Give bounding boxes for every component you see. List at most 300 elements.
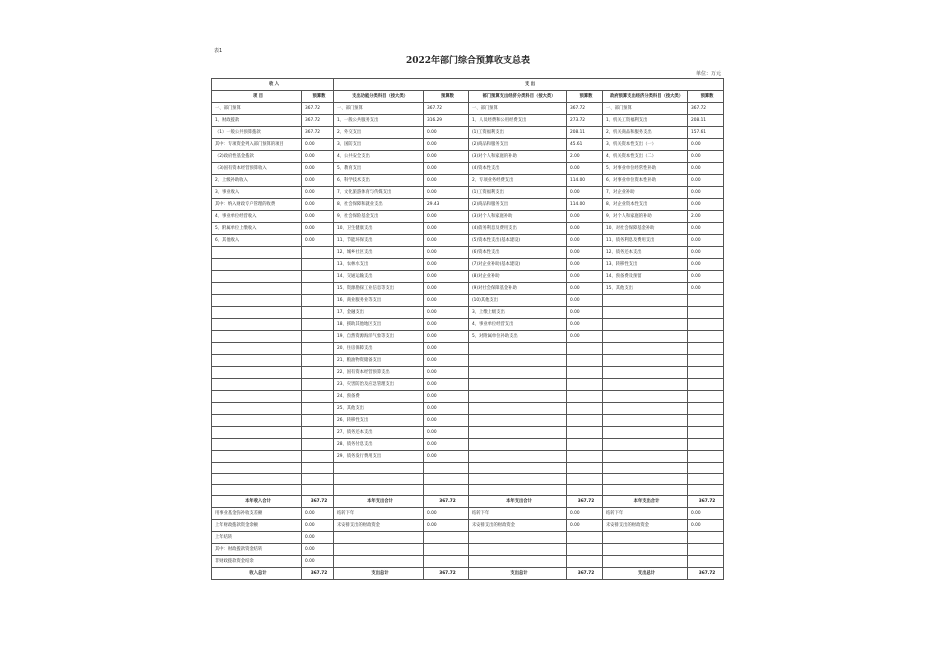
cell-amount: 0.00 <box>424 187 469 199</box>
cell-label: (6)资本性支出 <box>469 247 567 259</box>
cell-label <box>469 544 567 556</box>
cell-amount: 29.43 <box>424 199 469 211</box>
cell-amount <box>302 463 334 474</box>
cell-amount: 0.00 <box>688 175 724 187</box>
cell-label: 23、灾害防治及应急管理支出 <box>334 379 424 391</box>
cell-label <box>334 474 424 485</box>
cell-amount <box>424 474 469 485</box>
cell-label: 1、人员经费和公用经费支出 <box>469 115 567 127</box>
cell-label: 2、机关商品和服务支出 <box>603 127 688 139</box>
cell-label <box>603 427 688 439</box>
cell-label <box>212 379 302 391</box>
cell-label <box>469 367 567 379</box>
cell-label: (2)商品和服务支出 <box>469 199 567 211</box>
cell-amount: 0.00 <box>302 163 334 175</box>
column-header-row <box>212 91 724 103</box>
table-row <box>212 187 724 199</box>
cell-label: 本年收入合计 <box>212 496 302 508</box>
cell-label: 未安排支出的财政资金 <box>469 520 567 532</box>
table-row <box>212 127 724 139</box>
cell-amount: 0.00 <box>567 247 603 259</box>
cell-amount <box>688 307 724 319</box>
cell-amount: 0.00 <box>424 283 469 295</box>
cell-label: (2)商品和服务支出 <box>469 139 567 151</box>
cell-label: 28、债务付息支出 <box>334 439 424 451</box>
cell-label: 本年支出合计 <box>334 496 424 508</box>
cell-label <box>469 463 567 474</box>
cell-label <box>469 474 567 485</box>
cell-label <box>212 427 302 439</box>
cell-label <box>603 474 688 485</box>
table-row <box>212 151 724 163</box>
cell-label: 14、交通运输支出 <box>334 271 424 283</box>
budget-table <box>211 78 724 580</box>
cell-amount <box>688 451 724 463</box>
cell-amount <box>302 415 334 427</box>
cell-label <box>212 451 302 463</box>
cell-label <box>603 391 688 403</box>
cell-amount: 367.72 <box>302 127 334 139</box>
cell-amount: 0.00 <box>424 331 469 343</box>
cell-amount <box>567 355 603 367</box>
cell-label <box>603 485 688 496</box>
cell-amount: 2.00 <box>688 211 724 223</box>
cell-label: 7、对企业补助 <box>603 187 688 199</box>
cell-label: 支出总计 <box>603 568 688 580</box>
cell-label <box>603 439 688 451</box>
cell-amount: 0.00 <box>567 295 603 307</box>
table-row <box>212 463 724 474</box>
cell-amount <box>688 556 724 568</box>
cell-amount: 0.00 <box>424 235 469 247</box>
cell-label: 7、文化旅游体育与传媒支出 <box>334 187 424 199</box>
cell-amount: 0.00 <box>302 223 334 235</box>
table-row <box>212 556 724 568</box>
cell-label: 结转下年 <box>469 508 567 520</box>
cell-label <box>212 247 302 259</box>
cell-amount: 0.00 <box>424 247 469 259</box>
cell-label <box>212 415 302 427</box>
cell-label: 6、其他收入 <box>212 235 302 247</box>
cell-label <box>212 295 302 307</box>
cell-label: 4、公共安全支出 <box>334 151 424 163</box>
cell-amount: 0.00 <box>302 199 334 211</box>
cell-amount: 0.00 <box>424 163 469 175</box>
cell-amount: 0.00 <box>424 379 469 391</box>
cell-label <box>469 451 567 463</box>
cell-amount: 0.00 <box>567 235 603 247</box>
cell-amount <box>302 451 334 463</box>
cell-amount: 0.00 <box>302 556 334 568</box>
cell-label <box>334 485 424 496</box>
cell-label: 3、国防支出 <box>334 139 424 151</box>
group-header-row <box>212 79 724 91</box>
cell-label: 9、社会保险基金支出 <box>334 211 424 223</box>
table-row <box>212 271 724 283</box>
cell-amount: 367.72 <box>302 496 334 508</box>
cell-label: 4、机关资本性支出（二） <box>603 151 688 163</box>
cell-label <box>469 379 567 391</box>
cell-amount <box>424 463 469 474</box>
cell-amount: 0.00 <box>424 427 469 439</box>
cell-label <box>212 391 302 403</box>
cell-amount: 0.00 <box>302 235 334 247</box>
cell-amount <box>688 427 724 439</box>
cell-amount: 0.00 <box>567 271 603 283</box>
cell-label <box>212 331 302 343</box>
cell-label: 14、预备费及预留 <box>603 271 688 283</box>
cell-label: 一、部门预算 <box>334 103 424 115</box>
table-row <box>212 211 724 223</box>
cell-amount: 0.00 <box>424 439 469 451</box>
cell-amount: 0.00 <box>424 175 469 187</box>
cell-amount <box>302 485 334 496</box>
cell-amount: 0.00 <box>688 247 724 259</box>
cell-amount: 0.00 <box>424 319 469 331</box>
table-row <box>212 367 724 379</box>
cell-label: （3)国有资本经营预算收入 <box>212 163 302 175</box>
cell-label: 6、对事业单位资本性补助 <box>603 175 688 187</box>
cell-label: 25、其他支出 <box>334 403 424 415</box>
cell-label: (1)工资福利支出 <box>469 127 567 139</box>
cell-label: 11、债务利息及费用支出 <box>603 235 688 247</box>
cell-amount: 0.00 <box>688 223 724 235</box>
cell-amount <box>302 343 334 355</box>
cell-label: 20、住房保障支出 <box>334 343 424 355</box>
cell-label: 2、专项业务经费支出 <box>469 175 567 187</box>
income-group-header: 收 入 <box>212 79 334 91</box>
cell-amount: 0.00 <box>688 151 724 163</box>
cell-label: 19、自然资源海洋气象等支出 <box>334 331 424 343</box>
cell-amount: 367.72 <box>567 103 603 115</box>
cell-amount <box>688 485 724 496</box>
cell-label: 26、转移性支出 <box>334 415 424 427</box>
cell-label: (8)对企业补助 <box>469 271 567 283</box>
cell-amount: 0.00 <box>567 211 603 223</box>
totals-row <box>212 496 724 508</box>
cell-label <box>603 415 688 427</box>
cell-amount: 0.00 <box>424 271 469 283</box>
cell-amount: 114.00 <box>567 199 603 211</box>
cell-amount: 367.72 <box>567 496 603 508</box>
table-row <box>212 175 724 187</box>
cell-amount: 0.00 <box>688 520 724 532</box>
cell-label: (10)其他支出 <box>469 295 567 307</box>
cell-label <box>334 532 424 544</box>
cell-label: (3)对个人和家庭的补助 <box>469 151 567 163</box>
cell-label <box>469 439 567 451</box>
page-title: 2022年部门综合预算收支总表 <box>405 56 531 66</box>
cell-amount: 0.00 <box>424 343 469 355</box>
cell-amount: 0.00 <box>567 520 603 532</box>
cell-label: （2)政府性基金拨款 <box>212 151 302 163</box>
expense-group-header: 支 出 <box>334 79 724 91</box>
cell-label <box>603 319 688 331</box>
table-row <box>212 474 724 485</box>
cell-amount <box>567 463 603 474</box>
cell-label: 8、社会保障和就业支出 <box>334 199 424 211</box>
cell-amount <box>302 295 334 307</box>
cell-label: 3、事业收入 <box>212 187 302 199</box>
table-row <box>212 343 724 355</box>
cell-label <box>212 343 302 355</box>
table-row <box>212 259 724 271</box>
cell-label <box>212 307 302 319</box>
table-row <box>212 520 724 532</box>
cell-amount: 114.00 <box>567 175 603 187</box>
cell-label <box>469 415 567 427</box>
table-row <box>212 391 724 403</box>
cell-label <box>212 259 302 271</box>
cell-label <box>469 427 567 439</box>
cell-amount <box>424 532 469 544</box>
cell-amount: 0.00 <box>424 508 469 520</box>
cell-label: 未安排支出的财政资金 <box>603 520 688 532</box>
cell-label: 上年财政拨款资金余额 <box>212 520 302 532</box>
cell-amount: 0.00 <box>688 187 724 199</box>
cell-label: 9、对个人和家庭的补助 <box>603 211 688 223</box>
cell-amount <box>302 391 334 403</box>
cell-label: （1）一般公共预算拨款 <box>212 127 302 139</box>
cell-label: 结转下年 <box>603 508 688 520</box>
cell-amount: 0.00 <box>567 508 603 520</box>
cell-label: 15、其他支出 <box>603 283 688 295</box>
cell-amount: 273.72 <box>567 115 603 127</box>
cell-amount: 0.00 <box>688 271 724 283</box>
cell-label: (9)对社会保障基金补助 <box>469 283 567 295</box>
cell-amount: 0.00 <box>424 211 469 223</box>
cell-amount: 0.00 <box>302 187 334 199</box>
cell-amount: 0.00 <box>302 139 334 151</box>
cell-label <box>212 319 302 331</box>
cell-amount: 0.00 <box>424 259 469 271</box>
cell-label: 其中：专项资金列入部门预算的项目 <box>212 139 302 151</box>
cell-label <box>603 463 688 474</box>
cell-amount: 0.00 <box>424 295 469 307</box>
cell-label: 非财政拨款资金结余 <box>212 556 302 568</box>
cell-label: (1)工资福利支出 <box>469 187 567 199</box>
cell-amount <box>302 439 334 451</box>
cell-label: 10、对社会保障基金补助 <box>603 223 688 235</box>
cell-amount: 0.00 <box>567 163 603 175</box>
cell-label: 16、商业服务业等支出 <box>334 295 424 307</box>
table-row <box>212 283 724 295</box>
cell-amount: 157.61 <box>688 127 724 139</box>
cell-label: 17、金融支出 <box>334 307 424 319</box>
cell-label <box>212 367 302 379</box>
table-row <box>212 115 724 127</box>
cell-amount: 0.00 <box>302 175 334 187</box>
cell-label <box>603 331 688 343</box>
cell-label: 21、粮油物资储备支出 <box>334 355 424 367</box>
cell-label: 2、外交支出 <box>334 127 424 139</box>
table-row <box>212 427 724 439</box>
cell-label <box>334 463 424 474</box>
cell-amount: 0.00 <box>424 355 469 367</box>
cell-amount: 367.72 <box>424 103 469 115</box>
cell-amount: 0.00 <box>688 139 724 151</box>
header-amount: 预算数 <box>688 91 724 103</box>
cell-label <box>334 544 424 556</box>
cell-label: 3、上缴上级支出 <box>469 307 567 319</box>
cell-label <box>212 271 302 283</box>
cell-label <box>603 379 688 391</box>
table-row <box>212 451 724 463</box>
cell-label: 11、节能环保支出 <box>334 235 424 247</box>
cell-amount: 0.00 <box>302 544 334 556</box>
cell-label <box>212 463 302 474</box>
cell-label: 18、援助其他地区支出 <box>334 319 424 331</box>
cell-amount: 0.00 <box>424 223 469 235</box>
cell-amount <box>567 556 603 568</box>
table-row <box>212 223 724 235</box>
cell-label: 5、教育支出 <box>334 163 424 175</box>
cell-label <box>469 343 567 355</box>
cell-label <box>603 343 688 355</box>
cell-label <box>603 367 688 379</box>
cell-amount <box>302 259 334 271</box>
cell-amount: 367.72 <box>302 103 334 115</box>
cell-amount: 0.00 <box>567 319 603 331</box>
cell-amount: 0.00 <box>424 415 469 427</box>
cell-amount: 367.72 <box>424 496 469 508</box>
cell-amount <box>302 403 334 415</box>
table-row <box>212 331 724 343</box>
header-function-class: 支出功能分类科目（按大类） <box>334 91 424 103</box>
cell-label: 一、部门预算 <box>212 103 302 115</box>
cell-amount <box>567 403 603 415</box>
cell-label: 6、科学技术支出 <box>334 175 424 187</box>
table-row <box>212 295 724 307</box>
cell-amount <box>688 379 724 391</box>
cell-amount: 0.00 <box>688 259 724 271</box>
cell-label <box>469 403 567 415</box>
cell-amount <box>567 427 603 439</box>
cell-label <box>603 451 688 463</box>
cell-label: (3)对个人和家庭补助 <box>469 211 567 223</box>
table-row <box>212 532 724 544</box>
cell-label: 22、国有资本经营预算支出 <box>334 367 424 379</box>
cell-label: 本年支出合计 <box>469 496 567 508</box>
cell-amount: 0.00 <box>424 451 469 463</box>
cell-label: 结转下年 <box>334 508 424 520</box>
cell-amount <box>688 295 724 307</box>
cell-amount: 0.00 <box>424 367 469 379</box>
header-item: 项 目 <box>212 91 302 103</box>
cell-amount <box>688 391 724 403</box>
cell-amount <box>302 271 334 283</box>
cell-amount <box>302 247 334 259</box>
cell-amount <box>424 544 469 556</box>
cell-label: 5、附属单位上缴收入 <box>212 223 302 235</box>
header-gov-econ-class: 政府预算支出经济分类科目（按大类） <box>603 91 688 103</box>
cell-label <box>212 403 302 415</box>
cell-label: 1、一般公共服务支出 <box>334 115 424 127</box>
table-note: 表1 <box>214 48 223 54</box>
table-row <box>212 379 724 391</box>
cell-amount <box>424 556 469 568</box>
cell-label: 一、部门预算 <box>603 103 688 115</box>
cell-label <box>469 355 567 367</box>
table-row <box>212 544 724 556</box>
cell-label <box>469 391 567 403</box>
cell-label: 24、预备费 <box>334 391 424 403</box>
header-dept-econ-class: 部门预算支出经济分类科目（按大类） <box>469 91 567 103</box>
cell-label: 5、对事业单位经常性补助 <box>603 163 688 175</box>
cell-amount <box>302 379 334 391</box>
cell-amount <box>688 343 724 355</box>
cell-amount: 0.00 <box>424 307 469 319</box>
table-row <box>212 319 724 331</box>
cell-amount: 0.00 <box>424 127 469 139</box>
cell-label <box>212 283 302 295</box>
cell-amount <box>688 439 724 451</box>
cell-amount: 45.61 <box>567 139 603 151</box>
cell-amount: 0.00 <box>424 151 469 163</box>
cell-amount: 0.00 <box>567 283 603 295</box>
cell-amount: 0.00 <box>302 151 334 163</box>
table-row <box>212 247 724 259</box>
cell-amount <box>302 474 334 485</box>
header-amount: 预算数 <box>302 91 334 103</box>
cell-label: 用事业基金弥补收支差额 <box>212 508 302 520</box>
cell-label: 3、机关资本性支出（一） <box>603 139 688 151</box>
grand-total-row <box>212 568 724 580</box>
table-row <box>212 199 724 211</box>
cell-amount <box>688 544 724 556</box>
cell-label: (5)资本性支出(基本建设) <box>469 235 567 247</box>
cell-amount <box>688 319 724 331</box>
cell-label <box>603 556 688 568</box>
cell-label <box>212 485 302 496</box>
cell-amount <box>567 439 603 451</box>
cell-label <box>212 355 302 367</box>
cell-amount: 367.72 <box>567 568 603 580</box>
table-row <box>212 439 724 451</box>
cell-label <box>212 474 302 485</box>
cell-label: 12、城乡社区支出 <box>334 247 424 259</box>
cell-amount: 316.29 <box>424 115 469 127</box>
cell-amount <box>567 485 603 496</box>
cell-label <box>469 532 567 544</box>
cell-amount: 0.00 <box>688 235 724 247</box>
cell-amount <box>302 283 334 295</box>
table-row <box>212 415 724 427</box>
cell-amount: 2.00 <box>567 151 603 163</box>
cell-label: 一、部门预算 <box>469 103 567 115</box>
cell-amount: 0.00 <box>424 403 469 415</box>
cell-label <box>603 307 688 319</box>
unit-label: 单位：万元 <box>695 71 721 77</box>
cell-label <box>603 295 688 307</box>
cell-amount: 0.00 <box>302 532 334 544</box>
cell-label <box>334 556 424 568</box>
table-row <box>212 508 724 520</box>
cell-amount <box>302 319 334 331</box>
cell-amount <box>567 451 603 463</box>
cell-label: (4)债务利息及费用支出 <box>469 223 567 235</box>
cell-amount <box>688 331 724 343</box>
cell-label <box>603 403 688 415</box>
cell-amount: 0.00 <box>567 259 603 271</box>
cell-amount <box>567 379 603 391</box>
cell-label: 4、事业单位经营收入 <box>212 211 302 223</box>
cell-amount: 0.00 <box>567 223 603 235</box>
cell-amount <box>688 474 724 485</box>
header-amount: 预算数 <box>567 91 603 103</box>
table-row <box>212 403 724 415</box>
cell-amount: 0.00 <box>567 307 603 319</box>
